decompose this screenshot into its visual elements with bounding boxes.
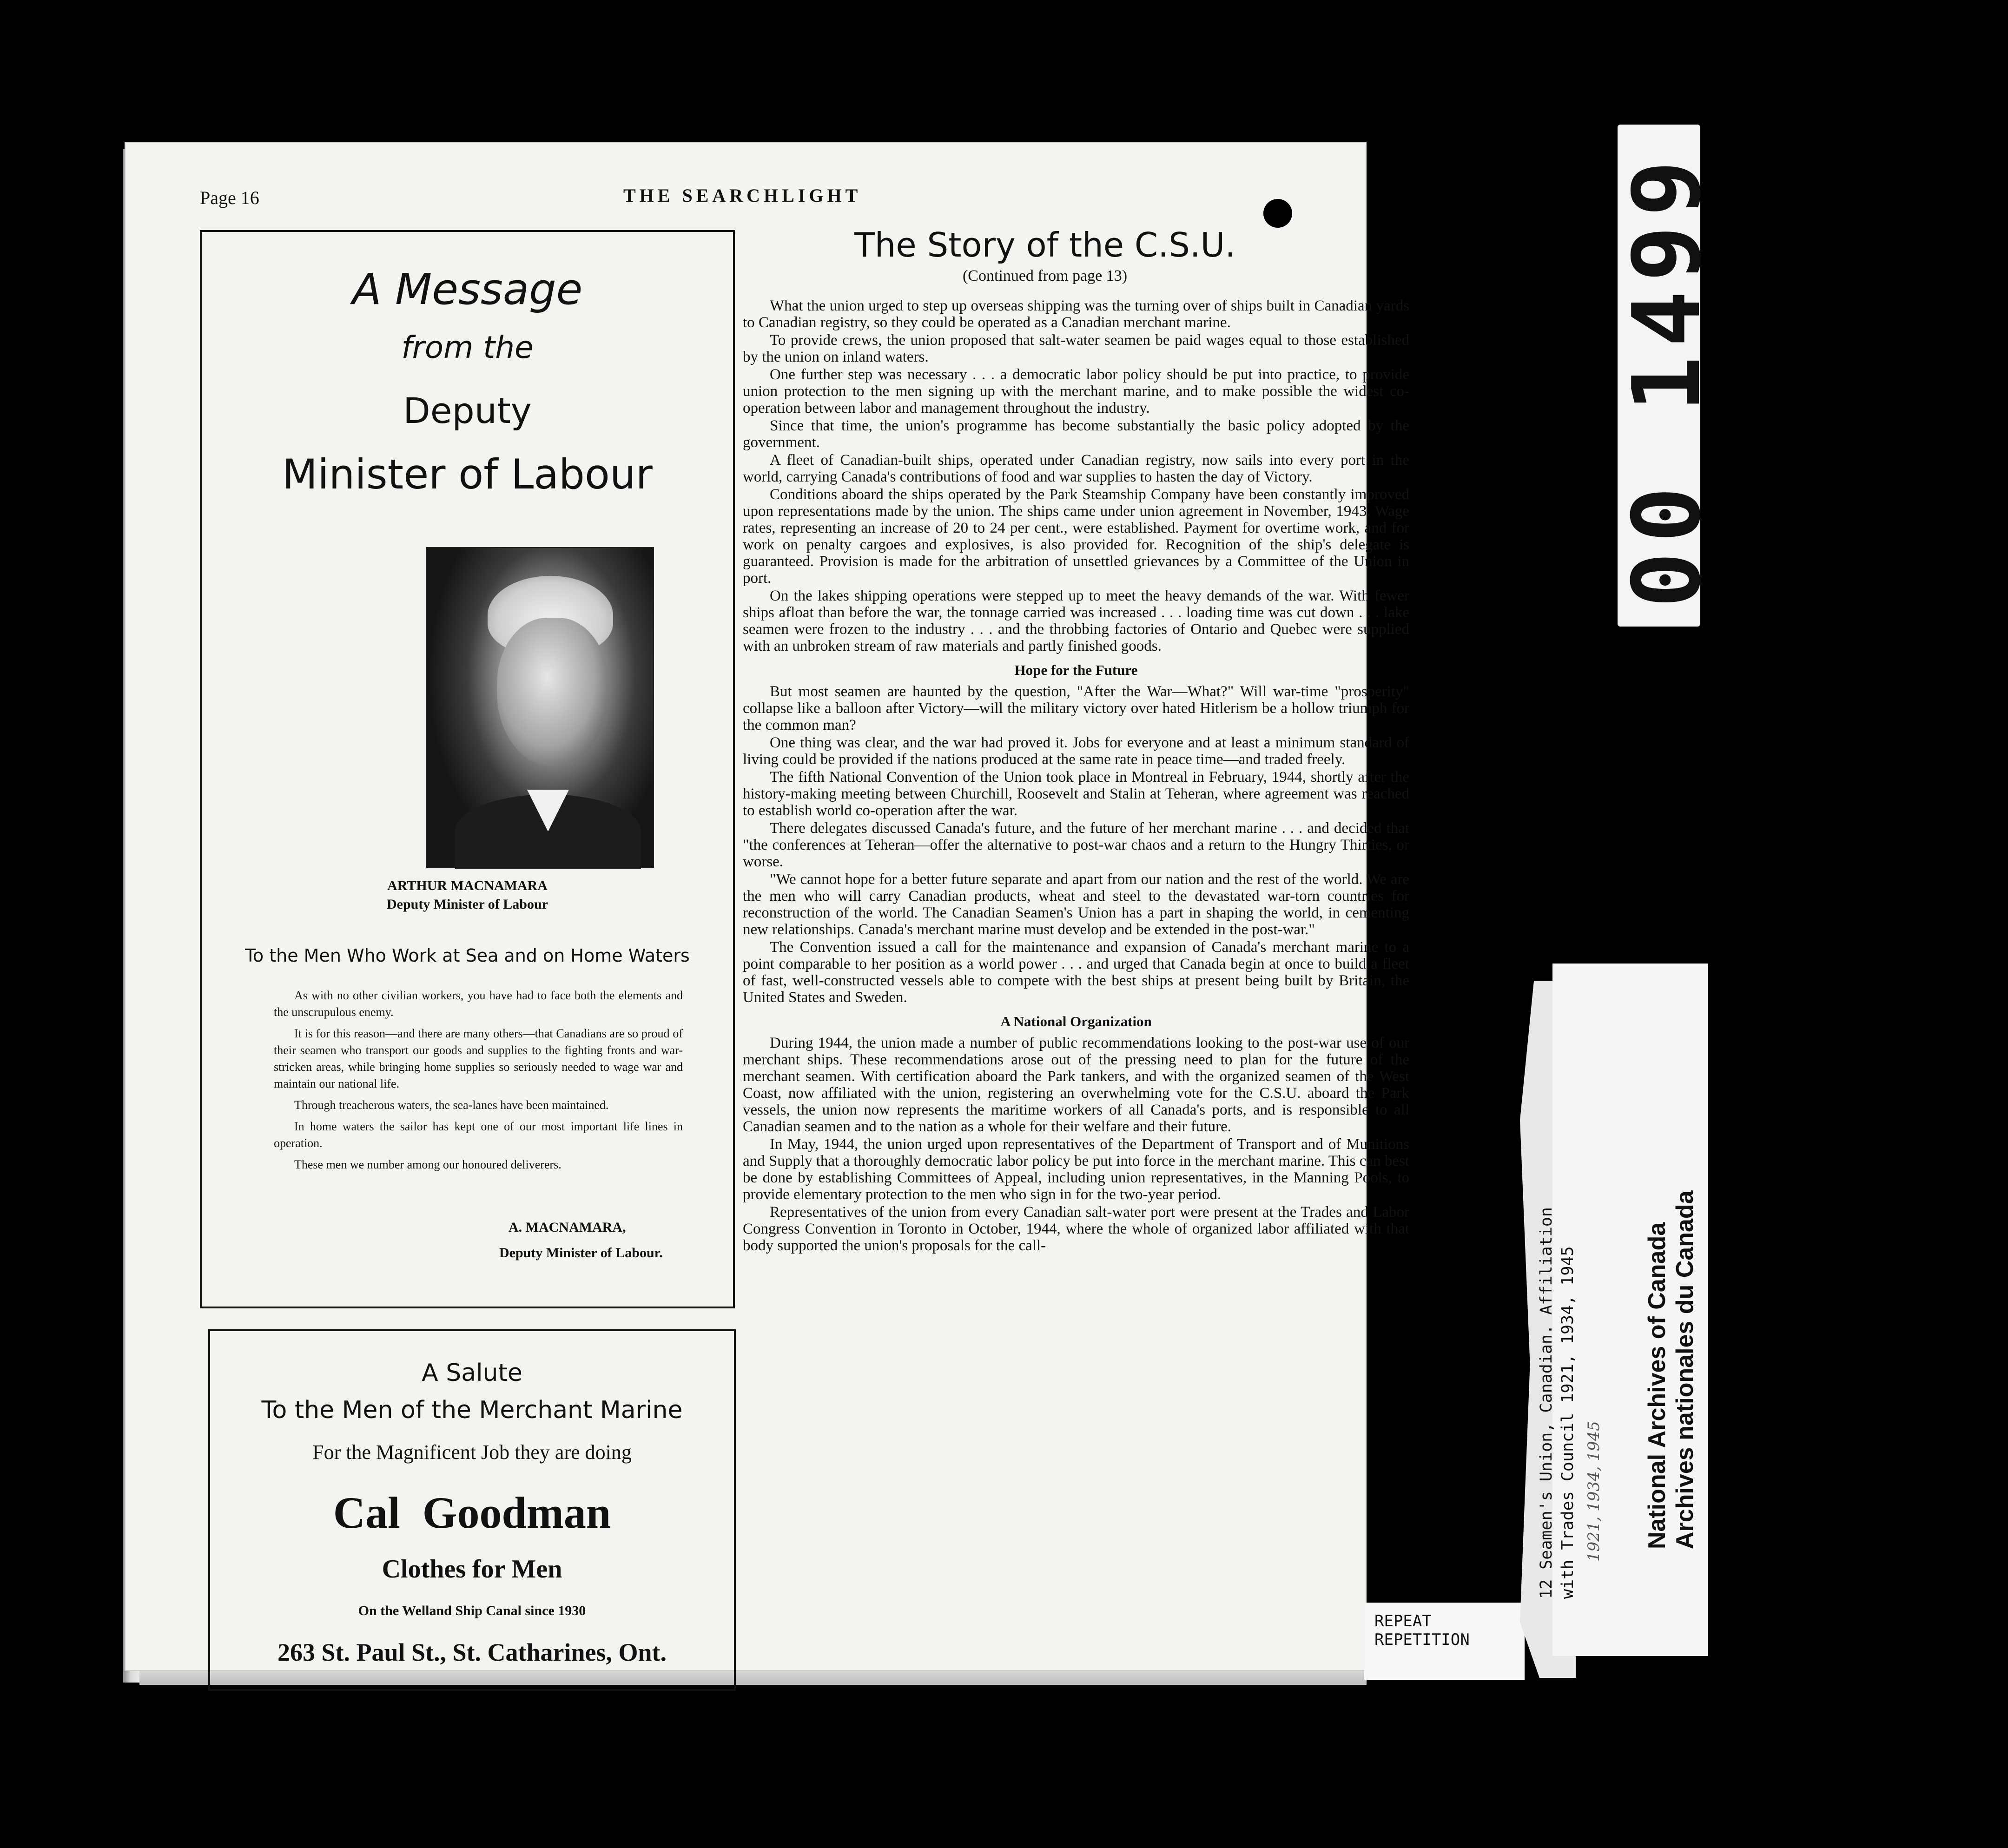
ad-since: On the Welland Ship Canal since 1930 (358, 1603, 586, 1618)
message-letter (274, 987, 683, 1178)
photo-caption-title: Deputy Minister of Labour (387, 897, 548, 912)
story-paragraph: During 1944, the union made a number of public recommendations looking to the post-war use of our merchant ships. These recommendations arose out of the pressing need to plan for the future of the merchant seamen. With certification aboard the Park tankers, and with the organized seamen of the West Coast, now affiliated with the union, registering an overwhelming vote for the C.S.U. aboard the Park vessels, the union now represents the maritime workers of all Canada's ports, and is responsible to all Canadian seamen and to the nation as a whole for their welfare and their future. (743, 1035, 1409, 1135)
letter-paragraph: In home waters the sailor has kept one of our most important life lines in operation. (274, 1120, 683, 1150)
story-column (743, 297, 1409, 1255)
punch-hole-dot (1263, 199, 1292, 228)
story-paragraph: One thing was clear, and the war had proved it. Jobs for everyone and at least a minimum standard of living could be provided if the nations produced at the same rate in peace time—and traded freely. (743, 734, 1409, 768)
story-paragraph: But most seamen are haunted by the question, "After the War—What?" Will war-time "prosperity" collapse like a balloon after Victory—will the military victory over hated Hitlerism be a hollow triumph for the common man? (743, 683, 1409, 733)
signature-name: A. MACNAMARA, (509, 1220, 626, 1235)
archive-file-label (1536, 1207, 1611, 1604)
message-subhead: To the Men Who Work at Sea and on Home Waters (245, 945, 690, 966)
publication-title: THE SEARCHLIGHT (623, 185, 862, 206)
photo-caption-name: ARTHUR MACNAMARA (387, 878, 548, 893)
story-title: The Story of the C.S.U. (854, 225, 1236, 264)
story-paragraph: In May, 1944, the union urged upon representatives of the Department of Transport and of Munitions and Supply that a thoroughly democratic labor policy be put into force in the merchant marine. This can best be done by establishing Committees of Appeal, including union representatives, in the Manning Pools, to provide elementary protection to the men who sign in for the two-year period. (743, 1136, 1409, 1203)
story-paragraph: Conditions aboard the ships operated by the Park Steamship Company have been constantly improved upon representations made by the union. The ships came under union agreement in November, 1943. Wage rates, representing an increase of 20 to 24 per cent., were established. Payment for overtime work, and for work on penalty cargoes and explosives, is also provided for. Recognition of the ship's delegate is guaranteed. Provision is made for the arbitration of unsettled grievances by a Committee of the Union in port. (743, 486, 1409, 587)
story-paragraph: One further step was necessary . . . a democratic labor policy should be put into practice, to provide union protection to the men signing up with the merchant marine, and to make possible the widest co-operation between labor and management throughout the industry. (743, 366, 1409, 416)
stamp-line-repeat: REPEAT (1374, 1612, 1432, 1630)
repeat-stamp (1364, 1603, 1525, 1680)
archive-name-fr: Archives nationales du Canada (1671, 1190, 1698, 1549)
ad-business-name: Cal Goodman (333, 1488, 611, 1538)
letter-paragraph: Through treacherous waters, the sea-lanes have been maintained. (294, 1098, 609, 1112)
story-paragraph: There delegates discussed Canada's future, and the future of her merchant marine . . . and decided that "the conferences at Teheran—offer the alternative to post-war chaos and a return to the Hungry Thirties, or worse. (743, 820, 1409, 870)
ad-address: 263 St. Paul St., St. Catharines, Ont. (277, 1638, 667, 1666)
message-deputy: Deputy (403, 390, 532, 431)
file-line-1: 12 Seamen's Union, Canadian. Affiliation (1537, 1207, 1556, 1599)
page-number: Page 16 (200, 187, 259, 208)
archive-name-en: National Archives of Canada (1644, 1222, 1671, 1549)
handwritten-note: 1921, 1934, 1945 (1585, 1421, 1603, 1562)
ad-magnificent-job: For the Magnificent Job they are doing (312, 1441, 632, 1464)
advertisement-box (208, 1329, 736, 1691)
story-paragraph: "We cannot hope for a better future separate and apart from our nation and the rest of the world. We are the men who will carry Canadian products, wheat and steel to the devastated war-torn countries for reconstruction of the world. The Canadian Seamen's Union has a part in shaping the world, in cementing new relationships. Canada's merchant marine must develop and be extended in the post-war." (743, 871, 1409, 938)
section-heading-national: A National Organization (1000, 1013, 1152, 1030)
minister-message-box (200, 230, 735, 1308)
file-line-2: with Trades Council 1921, 1934, 1945 (1559, 1246, 1577, 1599)
story-paragraph: On the lakes shipping operations were stepped up to meet the heavy demands of the war. With fewer ships afloat than before the war, the tonnage carried was increased . . . loading time was cut down . . . lake seamen were frozen to the industry . . . and the throbbing factories of Ontario and Quebec were supplied with an unbroken stream of raw materials and partly finished goods. (743, 587, 1409, 654)
letter-paragraph: These men we number among our honoured deliverers. (294, 1158, 561, 1171)
story-paragraph: The Convention issued a call for the maintenance and expansion of Canada's merchant marine to a point comparable to her position as a world power . . . and urged that Canada begin at once to build a fleet of fast, well-constructed vessels able to compete with the best ships at present being built by Britain, the United States and Sweden. (743, 939, 1409, 1006)
letter-paragraph: As with no other civilian workers, you have had to face both the elements and the unscrupulous enemy. (274, 989, 683, 1019)
portrait-face (497, 618, 608, 766)
story-paragraph: Since that time, the union's programme has become substantially the basic policy adopted by the government. (743, 417, 1409, 451)
signature-title: Deputy Minister of Labour. (499, 1245, 663, 1261)
letter-paragraph: It is for this reason—and there are many others—that Canadians are so proud of their seamen who transport our goods and supplies to the fighting fronts and war-stricken areas, while bringing home supplies so seriously needed to wage war and maintain our national life. (274, 1027, 683, 1090)
story-paragraph: The fifth National Convention of the Union took place in Montreal in February, 1944, shortly after the history-making meeting between Churchill, Roosevelt and Stalin at Teheran, where agreement was reached to establish world co-operation after the war. (743, 769, 1409, 819)
message-heading: A Message (352, 264, 583, 314)
story-paragraph: What the union urged to step up overseas shipping was the turning over of ships built in Canadian yards to Canadian registry, so they could be operated as a Canadian merchant marine. (743, 297, 1409, 331)
message-minister: Minister of Labour (282, 450, 653, 498)
portrait-photo (426, 547, 654, 868)
ad-merchant-marine: To the Men of the Merchant Marine (261, 1396, 683, 1424)
message-from: from the (401, 330, 534, 365)
story-continued: (Continued from page 13) (962, 267, 1128, 284)
story-paragraph: Representatives of the union from every Canadian salt-water port were present at the Trades and Labor Congress Convention in Toronto in October, 1944, where the whole of organized labor affiliated with that body supported the union's proposals for the call- (743, 1204, 1409, 1254)
frame-number: 00 1499 (1613, 151, 1721, 608)
stamp-line-repetition: REPETITION (1374, 1630, 1470, 1649)
story-paragraph: A fleet of Canadian-built ships, operated under Canadian registry, now sails into every port in the world, carrying Canada's contributions of food and war supplies to hasten the day of Victory. (743, 452, 1409, 485)
story-paragraph: To provide crews, the union proposed that salt-water seamen be paid wages equal to those established by the union on inland waters. (743, 332, 1409, 365)
frame-number-strip (1613, 125, 1721, 627)
section-heading-hope: Hope for the Future (1014, 662, 1138, 678)
ad-tagline: Clothes for Men (382, 1555, 562, 1584)
ad-salute: A Salute (422, 1359, 522, 1387)
